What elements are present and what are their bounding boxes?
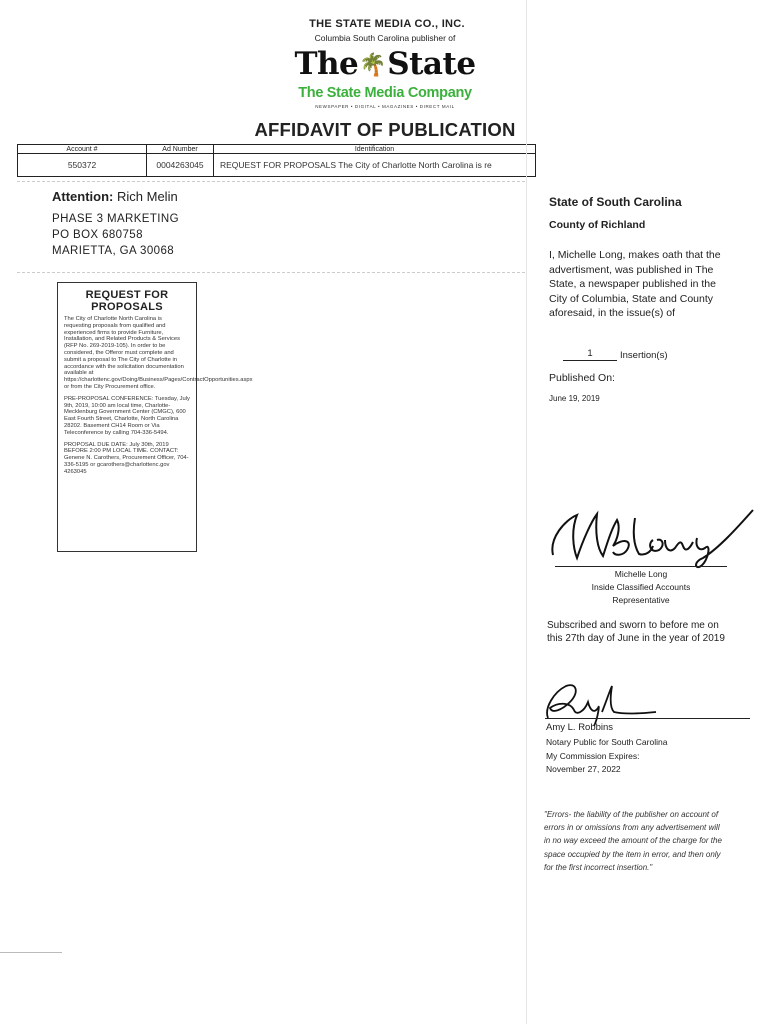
oath-statement: I, Michelle Long, makes oath that the advertisment, was published in The State, a newspaper published in the City of Columbia, State and County aforesaid, in the issue(s) of: [549, 249, 721, 319]
palmetto-tree-icon: 🌴: [359, 52, 387, 78]
published-on-label: Published On:: [549, 372, 615, 384]
errors-disclaimer: "Errors- the liability of the publisher on account of errors in or omissions from any advertisement will in no way exceed the amount of the charge for the space occupied by the item in error, and then only for the first incorrect insertion.": [544, 810, 722, 872]
notary-title: Notary Public for South Carolina: [546, 737, 668, 747]
published-date: June 19, 2019: [549, 394, 600, 403]
account-table: [17, 144, 536, 177]
signature-michelle-long: [547, 500, 757, 570]
address-line: PO BOX 680758: [52, 229, 143, 241]
signer-name: Michelle Long: [614, 569, 668, 579]
sworn-statement: Subscribed and sworn to before me on this 27th day of June in the year of 2019: [547, 620, 725, 644]
notice-paragraph: PRE-PROPOSAL CONFERENCE: Tuesday, July 9th, 2019, 10:00 am local time, Charlotte-Mecklenburg Government Center (CMGC), 600 East Fourth Street, Charlotte, North Carolina 28202. Basement CH14 Room or Via Teleconference by calling 704-336-5494.: [64, 395, 190, 436]
masthead-left: The: [294, 46, 359, 82]
page-title: AFFIDAVIT OF PUBLICATION: [254, 119, 516, 140]
notice-paragraph: The City of Charlotte North Carolina is requesting proposals from qualified and experienced firms to provide Furniture, Installation, and Related Products & Services (RFP No. 269-2019-105). In order to be considered, the Offeror must complete and submit a proposal to The City of Charlotte in accordance with the solicitation documentation available at https://charlottenc.gov/Doing/Business/Pages/ContractOpportunities.aspx or from the City Procurement office.: [64, 316, 253, 390]
brand-name: The State Media Company: [298, 85, 472, 101]
brand-tagline: NEWSPAPER • DIGITAL • MAGAZINES • DIRECT MAIL: [315, 104, 455, 109]
signer-title: Inside Classified Accounts: [591, 582, 691, 592]
notary-name: Amy L. Robbins: [546, 722, 614, 733]
insertion-count: 1: [563, 348, 617, 361]
column-divider: [526, 0, 527, 1024]
signature-line: [555, 566, 727, 567]
address-line: MARIETTA, GA 30068: [52, 245, 175, 257]
state-heading: State of South Carolina: [549, 195, 682, 209]
identification-header: Identification: [214, 145, 536, 154]
address-line: PHASE 3 MARKETING: [52, 213, 179, 225]
ad-number-cell: 0004263045: [147, 154, 214, 177]
divider: [17, 181, 525, 182]
attention-name: Rich Melin: [117, 189, 178, 204]
identification-cell: REQUEST FOR PROPOSALS The City of Charlotte North Carolina is re: [214, 154, 536, 177]
account-header: Account #: [18, 145, 147, 154]
county-heading: County of Richland: [549, 219, 646, 231]
divider: [17, 272, 525, 273]
commission-date: November 27, 2022: [546, 764, 621, 774]
account-cell: 550372: [18, 154, 147, 177]
ad-number-header: Ad Number: [147, 145, 214, 154]
insertion-label: Insertion(s): [620, 350, 668, 361]
legal-notice-clipping: [57, 282, 253, 552]
company-subline: Columbia South Carolina publisher of: [314, 33, 456, 43]
divider: [0, 952, 62, 953]
commission-label: My Commission Expires:: [546, 751, 640, 761]
attention-line: [52, 189, 178, 204]
signer-title: Representative: [612, 595, 670, 605]
company-name: THE STATE MEDIA CO., INC.: [309, 18, 465, 30]
notice-title: REQUEST FOR PROPOSALS: [85, 289, 169, 313]
masthead-logo: [0, 46, 770, 82]
masthead-right: State: [387, 46, 476, 82]
attention-label: Attention:: [52, 189, 114, 204]
signature-line: [545, 718, 750, 719]
signature-notary: [540, 672, 660, 728]
notice-paragraph: PROPOSAL DUE DATE: July 30th, 2019 BEFORE 2:00 PM LOCAL TIME. CONTACT: Genene N. Carothers, Procurement Officer, 704-336-5195 or gcarothers@charlottenc.gov 4263045: [64, 441, 189, 475]
